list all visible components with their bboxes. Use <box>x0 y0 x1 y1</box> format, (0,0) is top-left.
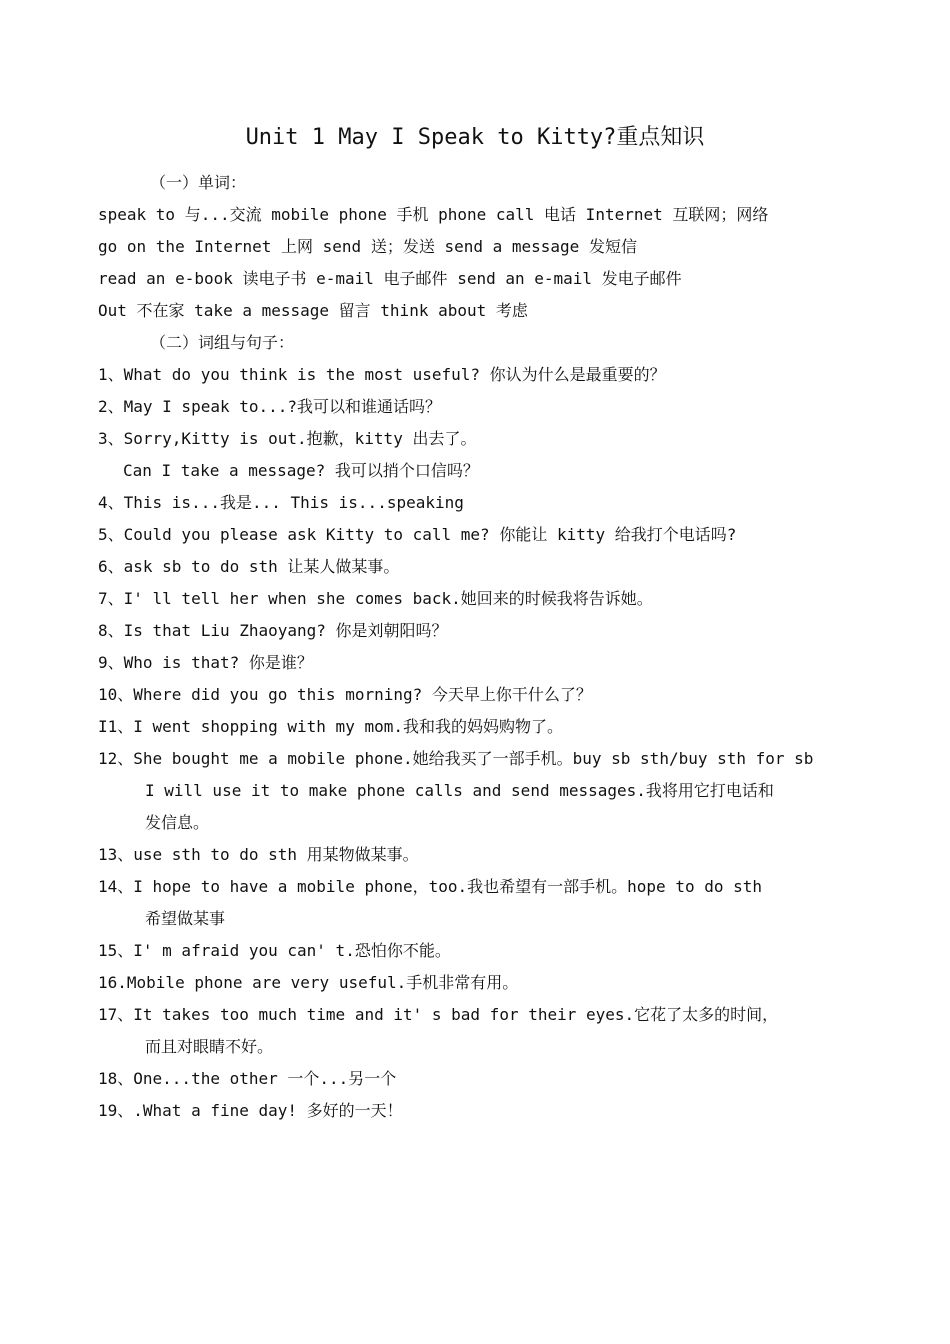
sentence-line: Can I take a message? 我可以捎个口信吗？ <box>123 461 479 480</box>
sentence-line: 2、May I speak to...?我可以和谁通话吗？ <box>98 397 442 416</box>
word-line: go on the Internet 上网 send 送；发送 send a message 发短信 <box>98 237 637 256</box>
sentence-line: 12、She bought me a mobile phone.她给我买了一部手机。buy sb sth/buy sth for sb <box>98 749 814 768</box>
sentence-line: 4、This is...我是... This is...speaking <box>98 493 464 512</box>
sentence-line: 而且对眼睛不好。 <box>145 1037 274 1056</box>
sentence-line: 7、I' ll tell her when she comes back.她回来的时候我将告诉她。 <box>98 589 653 608</box>
page-title: Unit 1 May I Speak to Kitty?重点知识 <box>245 125 705 150</box>
sentence-line: I will use it to make phone calls and send messages.我将用它打电话和 <box>145 781 774 800</box>
sentence-line: 15、I' m afraid you can' t.恐怕你不能。 <box>98 941 451 960</box>
sentence-line: 9、Who is that? 你是谁？ <box>98 653 313 672</box>
sentence-line: 发信息。 <box>145 813 210 832</box>
sentence-line: 16.Mobile phone are very useful.手机非常有用。 <box>98 973 519 992</box>
sentence-line: 希望做某事 <box>145 909 226 928</box>
sentence-line: 6、ask sb to do sth 让某人做某事。 <box>98 557 400 576</box>
section-heading-words: （一）单词： <box>150 173 247 192</box>
sentence-line: 17、It takes too much time and it' s bad for their eyes.它花了太多的时间， <box>98 1005 779 1024</box>
sentence-line: 3、Sorry,Kitty is out.抱歉，kitty 出去了。 <box>98 429 477 448</box>
sentence-line: 14、I hope to have a mobile phone，too.我也希望有一部手机。hope to do sth <box>98 877 763 896</box>
section-heading-phrases: （二）词组与句子： <box>150 333 295 352</box>
sentence-line: 19、.What a fine day! 多好的一天！ <box>98 1101 403 1120</box>
sentence-line: 1、What do you think is the most useful? 你认为什么是最重要的？ <box>98 365 666 384</box>
sentence-line: 8、Is that Liu Zhaoyang? 你是刘朝阳吗？ <box>98 621 448 640</box>
word-line: speak to 与...交流 mobile phone 手机 phone call 电话 Internet 互联网；网络 <box>98 205 769 224</box>
word-line: Out 不在家 take a message 留言 think about 考虑 <box>98 301 528 320</box>
sentence-line: 5、Could you please ask Kitty to call me? 你能让 kitty 给我打个电话吗? <box>98 525 737 544</box>
word-line: read an e-book 读电子书 e-mail 电子邮件 send an e-mail 发电子邮件 <box>98 269 682 288</box>
sentence-line: 18、One...the other 一个...另一个 <box>98 1069 397 1088</box>
sentence-line: 13、use sth to do sth 用某物做某事。 <box>98 845 419 864</box>
sentence-line: I1、I went shopping with my mom.我和我的妈妈购物了。 <box>98 717 563 736</box>
sentence-line: 10、Where did you go this morning? 今天早上你干什么了？ <box>98 685 592 704</box>
